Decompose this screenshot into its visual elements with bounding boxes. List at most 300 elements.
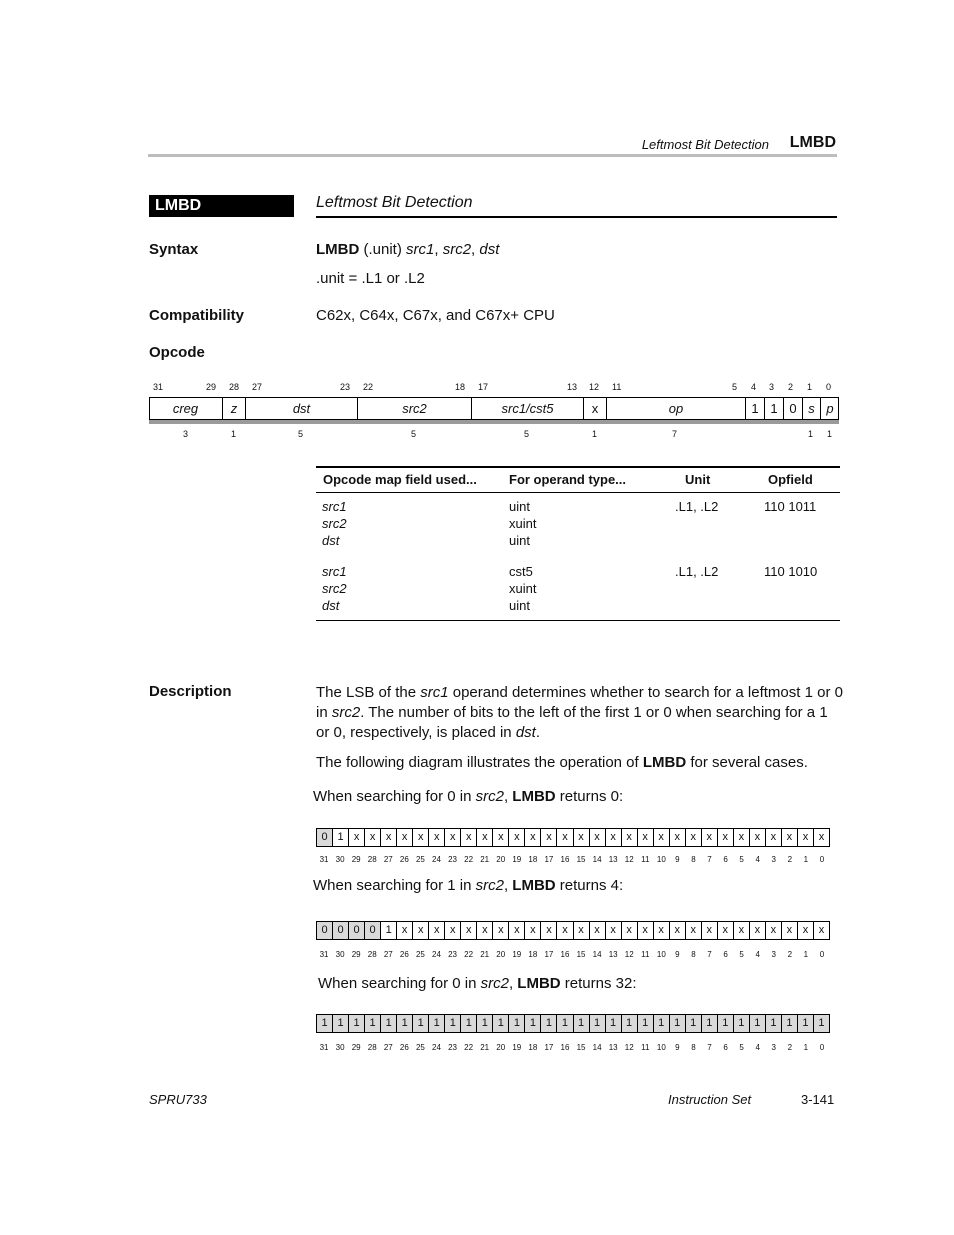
bit-index-label: 8: [691, 1043, 696, 1052]
bit-index-label: 4: [755, 1043, 760, 1052]
bit-number: 17: [478, 382, 489, 392]
bit-index-label: 26: [399, 950, 409, 959]
bit-cell: 1: [396, 1015, 412, 1032]
case-text: When searching for 0 in: [313, 788, 476, 805]
bit-cell: x: [428, 922, 444, 939]
bit-index-label: 4: [755, 950, 760, 959]
bit-cell: 1: [749, 1015, 765, 1032]
bit-index-row: [316, 950, 830, 959]
bit-index-label: 21: [480, 950, 490, 959]
bit-number: 4: [751, 382, 757, 392]
bit-index-label: 21: [480, 855, 490, 864]
footer-doc-id: SPRU733: [149, 1092, 207, 1107]
field-width: 3: [183, 429, 189, 439]
bit-index-label: 7: [707, 1043, 712, 1052]
bit-index-label: 26: [399, 1043, 409, 1052]
bit-cell: 1: [813, 1015, 829, 1032]
bit-cell: x: [476, 829, 492, 846]
bit-index-label: 24: [432, 1043, 441, 1052]
bit-index-label: 25: [415, 950, 425, 959]
bit-cell: 1: [733, 1015, 749, 1032]
bit-index-label: 7: [707, 855, 712, 864]
bit-cell: x: [492, 829, 508, 846]
bit-cell: 0: [317, 922, 332, 939]
bit-cell: 1: [589, 1015, 605, 1032]
bit-index-label: 28: [367, 855, 377, 864]
map-field: src1: [322, 564, 347, 579]
instruction-title: Leftmost Bit Detection: [316, 194, 473, 211]
bit-index-label: 9: [675, 950, 680, 959]
bit-index-label: 3: [771, 855, 776, 864]
bit-index-label: 20: [496, 855, 506, 864]
bit-cell: x: [605, 922, 621, 939]
description-paragraph-2: [316, 754, 808, 771]
bit-number: 28: [229, 382, 240, 392]
bit-index-label: 27: [383, 950, 393, 959]
bit-index-label: 10: [656, 1043, 666, 1052]
bit-cell: x: [637, 922, 653, 939]
syntax-dst: dst: [479, 241, 500, 258]
bit-index-label: 23: [448, 950, 457, 959]
bit-index-label: 14: [592, 855, 602, 864]
bit-index-label: 5: [739, 855, 744, 864]
case-caption: [313, 788, 623, 805]
syntax-line: [316, 241, 499, 258]
bit-cell: x: [749, 922, 765, 939]
desc-text: operand determines whether to search for a leftmost 1 or 0: [448, 684, 843, 701]
bit-index-label: 10: [656, 950, 666, 959]
field-dst: dst: [245, 397, 357, 420]
field-creg: creg: [172, 401, 199, 416]
bit-index-label: 22: [464, 855, 474, 864]
map-field: src1: [322, 499, 347, 514]
bit-index-label: 25: [415, 1043, 425, 1052]
bit-cell: x: [364, 829, 380, 846]
field-width: 1: [592, 429, 598, 439]
bit-cell: x: [685, 922, 701, 939]
bit-index-label: 6: [723, 950, 728, 959]
bit-cell: 1: [332, 829, 348, 846]
bit-number: 1: [807, 382, 813, 392]
bit-number: 2: [788, 382, 794, 392]
bit-index-row: [316, 1043, 830, 1052]
case-text: returns 32:: [560, 975, 637, 992]
bit-cell: x: [444, 829, 460, 846]
operand-types: [509, 498, 536, 549]
syntax-mnemonic: LMBD: [316, 241, 360, 258]
bit-cell: x: [717, 829, 733, 846]
bit-cell: x: [653, 922, 669, 939]
bit-cell: 1: [765, 1015, 781, 1032]
table-bottom-rule: [316, 620, 840, 621]
bit-index-label: 0: [819, 1043, 825, 1052]
bit-index-label: 30: [335, 855, 345, 864]
bit-cell: 1: [412, 1015, 428, 1032]
case-text: When searching for 0 in: [318, 975, 481, 992]
bit-cell: x: [444, 922, 460, 939]
field-width: 1: [808, 429, 814, 439]
bit-index-label: 28: [367, 950, 377, 959]
opfield-cell: 110 1010: [764, 564, 818, 579]
bit-index-label: 11: [641, 950, 650, 959]
bit-index-label: 24: [432, 855, 441, 864]
desc-operand: src1: [420, 684, 449, 701]
bit-cell: x: [733, 829, 749, 846]
bit-cell: 1: [685, 1015, 701, 1032]
unit-cell: .L1, .L2: [675, 564, 719, 579]
bit-cell: x: [701, 829, 717, 846]
bit-index-label: 2: [787, 1043, 793, 1052]
operand-type: cst5: [509, 564, 533, 579]
bit-index-label: 4: [755, 855, 760, 864]
bit-cell: 1: [508, 1015, 524, 1032]
bit-number: 3: [769, 382, 775, 392]
bit-cell: 1: [460, 1015, 476, 1032]
bit-index-label: 3: [771, 950, 776, 959]
field-op: op: [606, 397, 745, 420]
field-width: 5: [411, 429, 417, 439]
bit-cell: 1: [364, 1015, 380, 1032]
bit-index-label: 29: [351, 855, 361, 864]
operand-type: uint: [509, 499, 530, 514]
opcode-format-shadow: [149, 420, 839, 424]
bit-index-label: 1: [803, 950, 809, 959]
case-text: ,: [503, 788, 513, 805]
syntax-comma2: ,: [471, 241, 480, 258]
bit-number: 11: [612, 382, 622, 392]
case-mnemonic: LMBD: [517, 975, 561, 992]
bit-index-label: 31: [319, 950, 329, 959]
bit-index-label: 10: [656, 855, 666, 864]
bit-cell: x: [460, 829, 476, 846]
bit-diagram: [316, 921, 830, 940]
operand-type: xuint: [509, 581, 537, 596]
desc-text: The LSB of the: [316, 684, 421, 701]
bit-index-label: 6: [723, 1043, 728, 1052]
title-rule: [316, 216, 837, 218]
bit-index-label: 31: [319, 855, 329, 864]
bit-cell: x: [813, 922, 829, 939]
desc-text: .: [535, 724, 540, 741]
bit-index-label: 22: [464, 950, 474, 959]
bit-cell: x: [460, 922, 476, 939]
bit-cell: 1: [348, 1015, 364, 1032]
bit-index-label: 12: [624, 855, 634, 864]
bit-cell: x: [717, 922, 733, 939]
compatibility-label: Compatibility: [149, 307, 245, 324]
table-row: [322, 563, 347, 614]
compatibility-text: C62x, C64x, C67x, and C67x+ CPU: [316, 307, 555, 324]
bit-cell: x: [621, 922, 637, 939]
bit-index-label: 6: [723, 855, 728, 864]
bit-index-label: 24: [432, 950, 441, 959]
bit-cell: 1: [317, 1015, 332, 1032]
table-header-rule: [316, 492, 840, 493]
bit-number: 0: [826, 382, 832, 392]
bit-cell: 1: [332, 1015, 348, 1032]
bit-number: 12: [589, 382, 600, 392]
bit-cell: 0: [332, 922, 348, 939]
description-label: Description: [149, 683, 232, 700]
bit-number: 29: [206, 382, 217, 392]
bit-index-label: 30: [335, 950, 345, 959]
bit-cell: 1: [717, 1015, 733, 1032]
bit-cell: x: [492, 922, 508, 939]
bit-cell: x: [637, 829, 653, 846]
bit-cell: x: [348, 829, 364, 846]
syntax-unit: (.unit): [359, 241, 407, 258]
bit-cell: 1: [653, 1015, 669, 1032]
bit-index-label: 0: [819, 855, 825, 864]
operand-types: [509, 563, 536, 614]
header-rule: [148, 154, 837, 157]
bit-index-label: 18: [528, 1043, 538, 1052]
bit-number: 22: [363, 382, 374, 392]
bit-index-label: 19: [512, 1043, 522, 1052]
bit-cell: 1: [605, 1015, 621, 1032]
bit-cell: x: [781, 922, 797, 939]
desc-text: in: [316, 704, 332, 721]
bit-index-label: 16: [560, 1043, 570, 1052]
bit-cell: 1: [380, 1015, 396, 1032]
syntax-label: Syntax: [149, 241, 199, 258]
bit-index-label: 21: [480, 1043, 490, 1052]
bit-cell: x: [556, 922, 572, 939]
bit-cell: 1: [669, 1015, 685, 1032]
case-text: ,: [503, 877, 513, 894]
table-header: For operand type...: [509, 472, 627, 487]
bit-index-label: 15: [576, 1043, 586, 1052]
bit-index-label: 7: [707, 950, 712, 959]
desc-operand: src2: [331, 704, 361, 721]
bit-index-label: 14: [592, 1043, 602, 1052]
bit-cell: x: [573, 829, 589, 846]
bit-index-label: 23: [448, 855, 457, 864]
bit-cell: x: [733, 922, 749, 939]
bit-index-label: 9: [675, 855, 680, 864]
unit-cell: .L1, .L2: [675, 499, 719, 514]
operand-type: xuint: [509, 516, 537, 531]
bit-cell: 1: [380, 922, 396, 939]
bit-number: 5: [732, 382, 738, 392]
syntax-src2: src2: [442, 241, 472, 258]
opfield-cell: 110 1011: [764, 499, 817, 514]
running-header-title: Leftmost Bit Detection: [641, 137, 769, 152]
bit-cell: 1: [637, 1015, 653, 1032]
bit-cell: x: [621, 829, 637, 846]
bit-index-label: 29: [351, 950, 361, 959]
field-bit4: 1: [745, 397, 764, 420]
bit-cell: x: [540, 829, 556, 846]
case-caption: [318, 975, 636, 992]
bit-cell: x: [476, 922, 492, 939]
footer-section: Instruction Set: [668, 1092, 752, 1107]
bit-index-label: 8: [691, 855, 696, 864]
footer-page-number: 3-141: [801, 1092, 835, 1107]
bit-index-label: 2: [787, 950, 793, 959]
bit-index-label: 14: [592, 950, 602, 959]
bit-cell: 0: [364, 922, 380, 939]
bit-cell: 0: [317, 829, 332, 846]
bit-cell: x: [765, 922, 781, 939]
bit-index-label: 13: [608, 950, 618, 959]
field-z: z: [222, 397, 245, 420]
bit-index-label: 1: [803, 855, 809, 864]
bit-index-label: 17: [544, 855, 554, 864]
bit-cell: x: [524, 922, 540, 939]
table-header: Unit: [685, 472, 711, 487]
bit-cell: x: [589, 922, 605, 939]
bit-cell: x: [589, 829, 605, 846]
table-header: Opcode map field used...: [323, 472, 477, 487]
bit-index-label: 9: [675, 1043, 680, 1052]
field-src2: src2: [357, 397, 471, 420]
bit-index-label: 18: [528, 950, 538, 959]
bit-index-label: 17: [544, 1043, 554, 1052]
operand-type: uint: [509, 598, 530, 613]
bit-index-label: 27: [383, 1043, 393, 1052]
bit-index-label: 25: [415, 855, 425, 864]
bit-index-label: 5: [739, 950, 744, 959]
bit-index-label: 19: [512, 950, 522, 959]
bit-cell: x: [396, 922, 412, 939]
case-text: returns 4:: [555, 877, 624, 894]
bit-cell: 1: [524, 1015, 540, 1032]
bit-index-label: 31: [319, 1043, 329, 1052]
field-width: 7: [672, 429, 678, 439]
bit-index-label: 1: [803, 1043, 809, 1052]
bit-index-label: 3: [771, 1043, 776, 1052]
desc-mnemonic: LMBD: [642, 754, 687, 771]
case-mnemonic: LMBD: [512, 877, 556, 894]
bit-index-label: 30: [335, 1043, 345, 1052]
syntax-src1: src1: [406, 241, 435, 258]
bit-index-label: 12: [624, 950, 634, 959]
instruction-title-box: LMBD: [149, 195, 294, 217]
bit-index-label: 19: [512, 855, 522, 864]
bit-cell: x: [524, 829, 540, 846]
bit-cell: x: [653, 829, 669, 846]
bit-index-label: 16: [560, 855, 570, 864]
field-width: 1: [231, 429, 237, 439]
bit-cell: x: [765, 829, 781, 846]
bit-number: 31: [153, 382, 164, 392]
bit-index-label: 13: [608, 855, 618, 864]
bit-index-label: 26: [399, 855, 409, 864]
bit-index-label: 27: [383, 855, 393, 864]
case-text: returns 0:: [555, 788, 624, 805]
map-field: src2: [322, 581, 347, 596]
bit-cell: x: [685, 829, 701, 846]
bit-index-label: 15: [576, 950, 586, 959]
bit-index-label: 2: [787, 855, 793, 864]
bit-cell: x: [605, 829, 621, 846]
bit-cell: 1: [573, 1015, 589, 1032]
bit-cell: x: [701, 922, 717, 939]
bit-cell: 1: [476, 1015, 492, 1032]
bit-cell: x: [749, 829, 765, 846]
bit-cell: x: [573, 922, 589, 939]
bit-index-row: [316, 855, 830, 864]
syntax-comma1: ,: [434, 241, 443, 258]
bit-cell: x: [396, 829, 412, 846]
bit-cell: 1: [428, 1015, 444, 1032]
bit-cell: 1: [781, 1015, 797, 1032]
bit-cell: x: [508, 922, 524, 939]
bit-cell: x: [412, 829, 428, 846]
desc-text: . The number of bits to the left of the first 1 or 0 when searching for a 1: [360, 704, 828, 721]
bit-number: 23: [340, 382, 351, 392]
bit-index-label: 8: [691, 950, 696, 959]
bit-cell: 0: [348, 922, 364, 939]
field-src1-cst5: src1/cst5: [471, 397, 583, 420]
bit-cell: x: [669, 922, 685, 939]
field-bit3: 1: [764, 397, 783, 420]
operand-type: uint: [509, 533, 530, 548]
bit-cell: x: [412, 922, 428, 939]
table-header: Opfield: [768, 472, 813, 487]
field-x: x: [583, 397, 606, 420]
bit-index-label: 16: [560, 950, 570, 959]
bit-index-label: 22: [464, 1043, 474, 1052]
bit-index-label: 5: [739, 1043, 744, 1052]
bit-diagram: [316, 828, 830, 847]
bit-cell: 1: [492, 1015, 508, 1032]
opcode-label: Opcode: [149, 344, 205, 361]
table-row: [322, 498, 347, 549]
bit-cell: x: [556, 829, 572, 846]
field-width: 5: [298, 429, 304, 439]
case-text: When searching for 1 in: [313, 877, 476, 894]
bit-cell: 1: [701, 1015, 717, 1032]
case-operand: src2: [475, 877, 504, 894]
field-width: 1: [827, 429, 833, 439]
map-field: dst: [322, 598, 340, 613]
bit-cell: 1: [444, 1015, 460, 1032]
bit-cell: x: [669, 829, 685, 846]
bit-index-label: 13: [608, 1043, 618, 1052]
bit-index-label: 20: [496, 1043, 506, 1052]
map-field: src2: [322, 516, 347, 531]
bit-cell: x: [380, 829, 396, 846]
case-text: ,: [508, 975, 518, 992]
field-width: 5: [524, 429, 530, 439]
desc-operand: dst: [515, 724, 536, 741]
bit-cell: 1: [540, 1015, 556, 1032]
bit-index-label: 29: [351, 1043, 361, 1052]
bit-index-label: 15: [576, 855, 586, 864]
bit-index-label: 0: [819, 950, 825, 959]
case-operand: src2: [475, 788, 504, 805]
bit-number: 27: [252, 382, 263, 392]
field-s: s: [802, 397, 820, 420]
bit-index-label: 12: [624, 1043, 634, 1052]
bit-index-label: 11: [641, 855, 650, 864]
bit-cell: x: [781, 829, 797, 846]
bit-index-label: 11: [641, 1043, 650, 1052]
bit-cell: 1: [621, 1015, 637, 1032]
case-caption: [313, 877, 623, 894]
field-p: p: [820, 397, 839, 420]
bit-index-label: 17: [544, 950, 554, 959]
bit-index-label: 18: [528, 855, 538, 864]
bit-cell: x: [540, 922, 556, 939]
description-paragraph: [316, 683, 841, 743]
desc-text: for several cases.: [686, 754, 808, 771]
case-operand: src2: [480, 975, 509, 992]
bit-index-label: 20: [496, 950, 506, 959]
bit-cell: x: [428, 829, 444, 846]
